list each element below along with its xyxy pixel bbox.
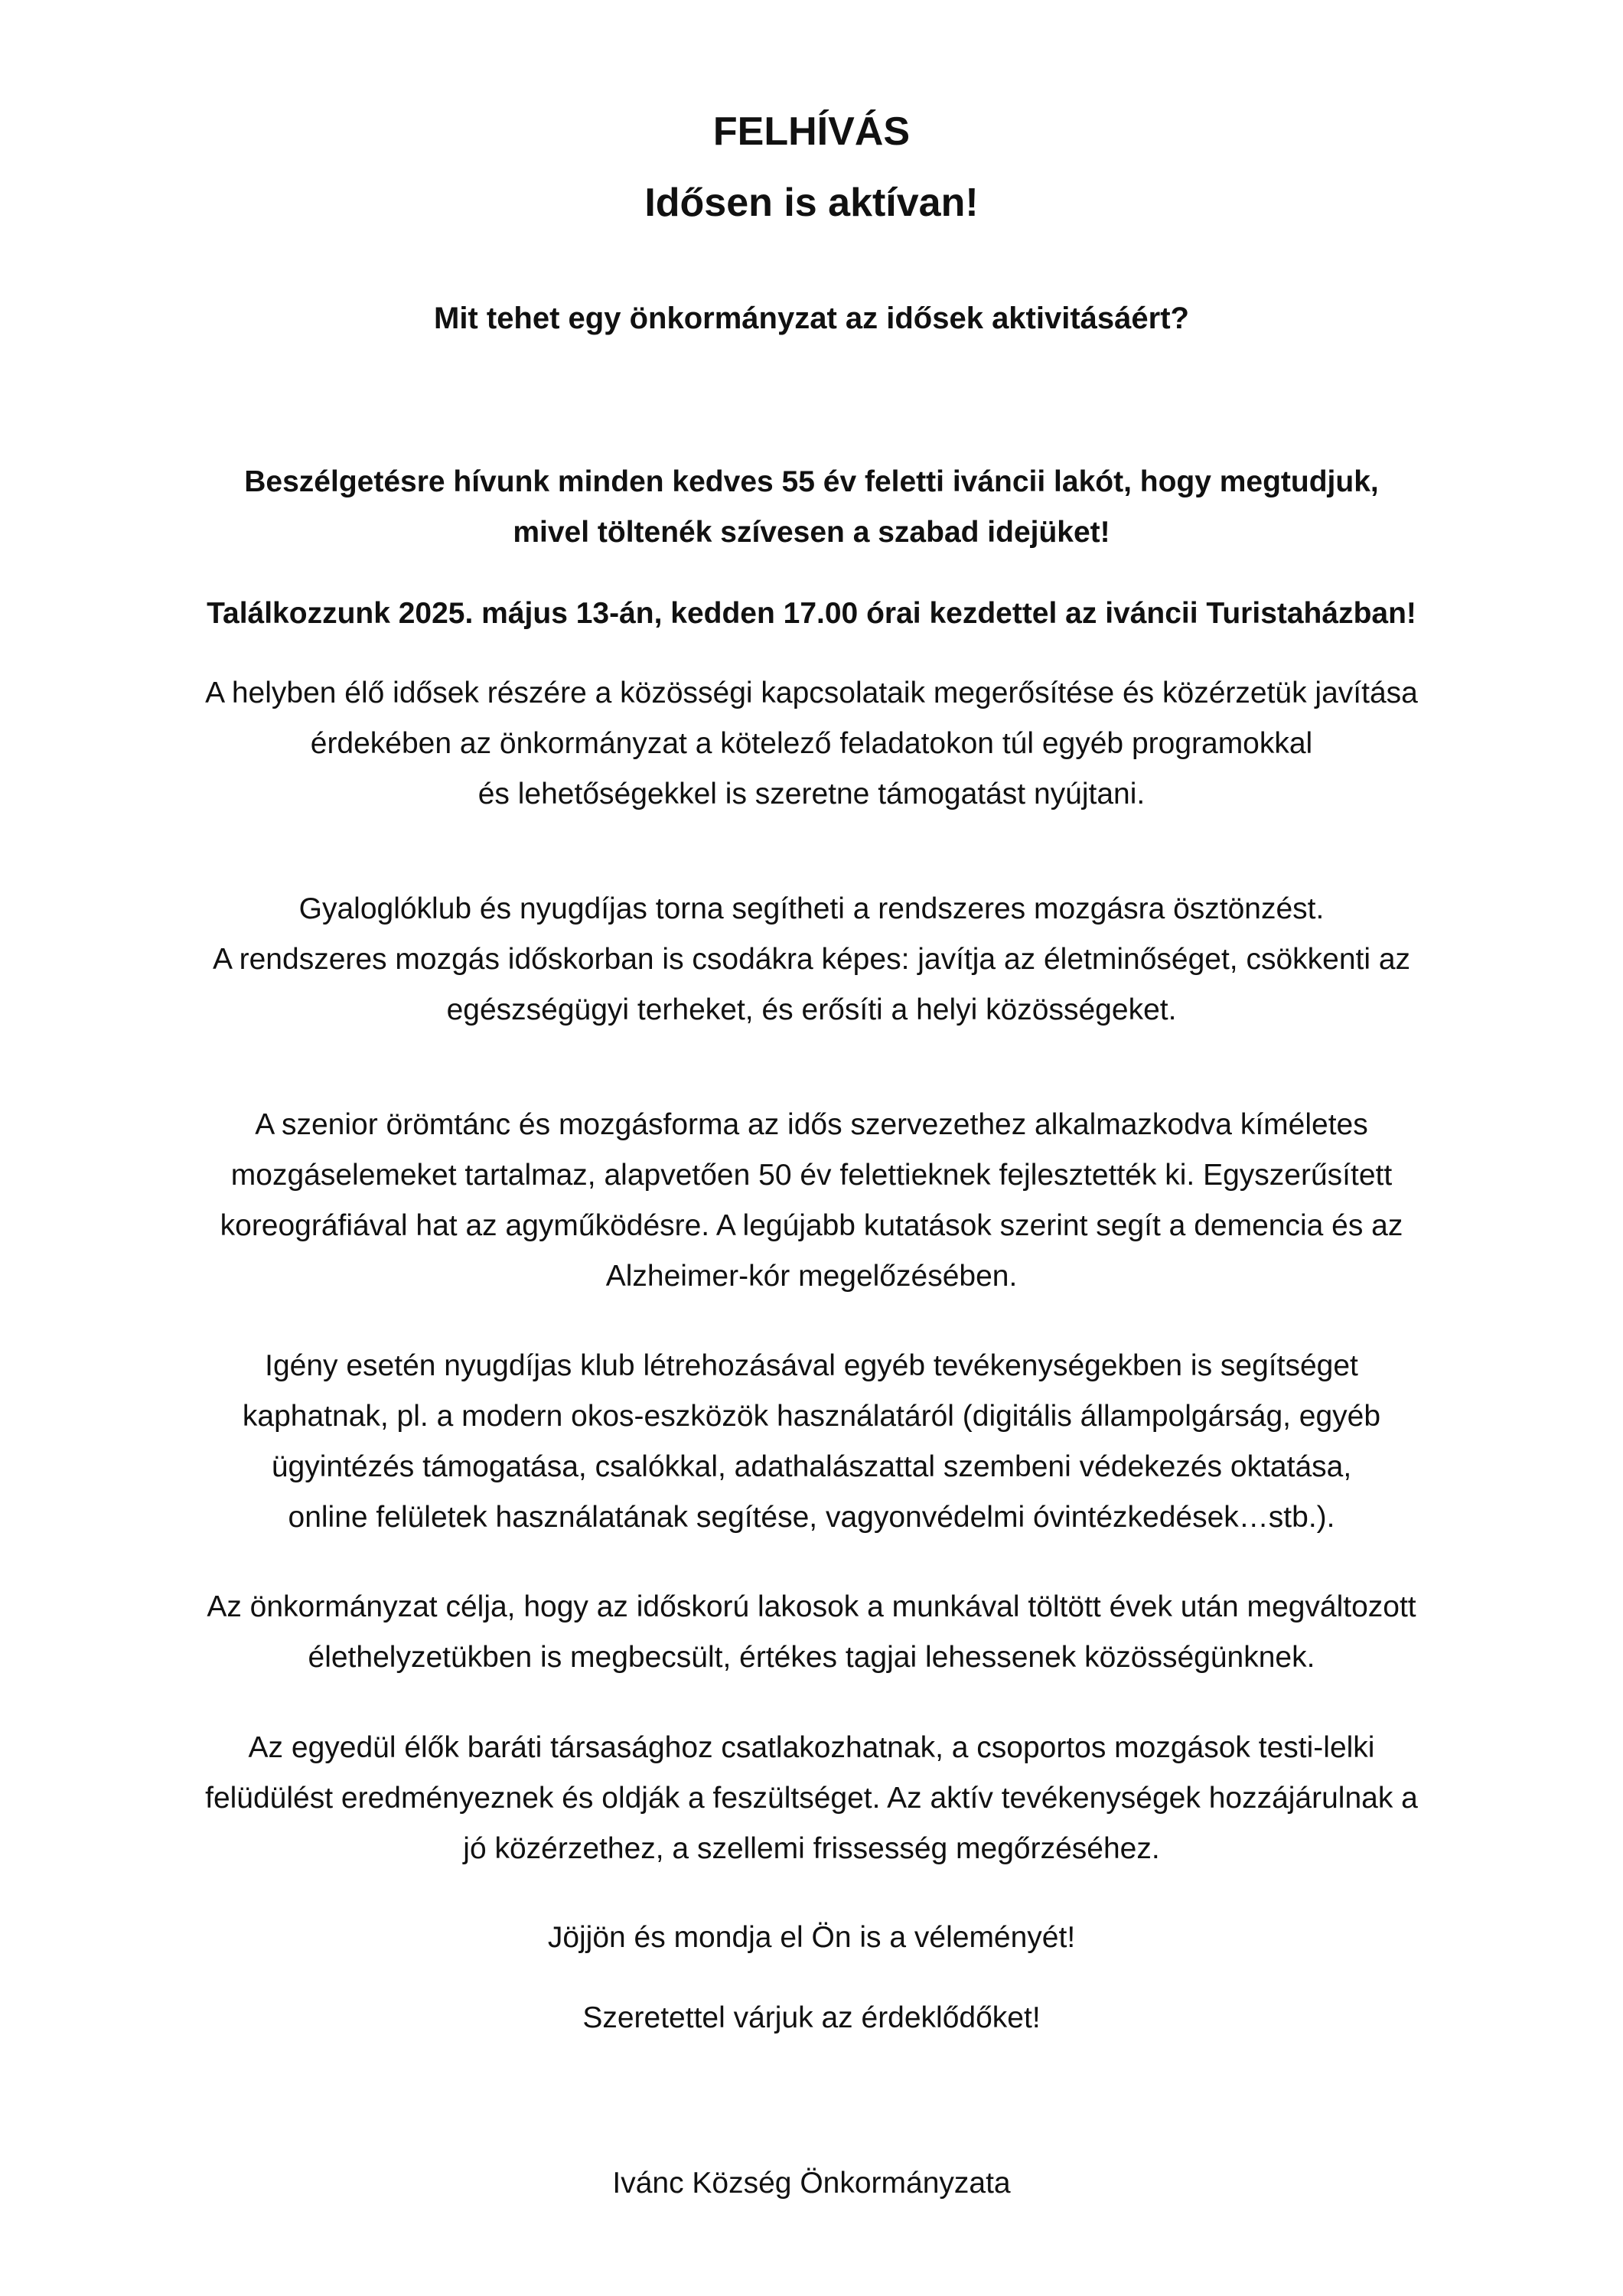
paragraph-4: [92, 1341, 1531, 1543]
p2-line-2: A rendszeres mozgás időskorban is csodákra képes: javítja az életminőséget, csökkenti az: [212, 943, 1411, 976]
question-text: Mit tehet egy önkormányzat az idősek aktivitásáért?: [434, 302, 1189, 335]
p1-line-1: A helyben élő idősek részére a közösségi kapcsolataik megerősítése és közérzetük javítása: [205, 677, 1418, 709]
paragraph-7: [92, 1913, 1531, 1963]
paragraph-6: [92, 1723, 1531, 1874]
p3-line-4: Alzheimer-kór megelőzésében.: [605, 1260, 1018, 1293]
paragraph-5: [92, 1582, 1531, 1683]
p1-line-3: és lehetőségekkel is szeretne támogatást nyújtani.: [477, 778, 1146, 810]
meeting-info: [92, 591, 1531, 637]
p6-line-1: Az egyedül élők baráti társasághoz csatlakozhatnak, a csoportos mozgások testi-lelki: [248, 1731, 1375, 1764]
invite-line-2: mivel töltenék szívesen a szabad idejüket!: [513, 516, 1110, 549]
p4-line-2: kaphatnak, pl. a modern okos-eszközök használatáról (digitális állampolgárság, egyéb: [242, 1400, 1381, 1433]
p1-line-2: érdekében az önkormányzat a kötelező feladatokon túl egyéb programokkal: [310, 727, 1313, 760]
p6-line-3: jó közérzethez, a szellemi frissesség megőrzéséhez.: [463, 1832, 1160, 1865]
signature-text: Ivánc Község Önkormányzata: [612, 2167, 1011, 2200]
paragraph-2: [92, 884, 1531, 1035]
p3-line-3: koreográfiával hat az agyműködésre. A legújabb kutatások szerint segít a demencia és az: [220, 1209, 1403, 1242]
p8-text: Szeretettel várjuk az érdeklődőket!: [582, 2001, 1041, 2034]
title-line-1: FELHÍVÁS: [712, 109, 911, 154]
page-title: [92, 96, 1531, 239]
p2-line-3: egészségügyi terheket, és erősíti a helyi közösségeket.: [446, 993, 1177, 1026]
paragraph-8: [92, 1993, 1531, 2043]
invite-line-1: Beszélgetésre hívunk minden kedves 55 év feletti iváncii lakót, hogy megtudjuk,: [244, 465, 1379, 498]
p5-line-1: Az önkormányzat célja, hogy az időskorú lakosok a munkával töltött évek után megváltozott: [207, 1590, 1416, 1623]
invitation: [92, 457, 1531, 558]
p4-line-4: online felületek használatának segítése, vagyonvédelmi óvintézkedések…stb.).: [288, 1501, 1335, 1534]
paragraph-1: [92, 668, 1531, 820]
subtitle-question: [92, 295, 1531, 341]
signature: [92, 2158, 1531, 2209]
title-line-2: Idősen is aktívan!: [644, 181, 979, 225]
p6-line-2: felüdülést eredményeznek és oldják a feszültséget. Az aktív tevékenységek hozzájárulnak a: [205, 1782, 1418, 1815]
p4-line-3: ügyintézés támogatása, csalókkal, adathalászattal szembeni védekezés oktatása,: [271, 1450, 1352, 1483]
paragraph-3: [92, 1100, 1531, 1302]
meeting-text: Találkozzunk 2025. május 13-án, kedden 17.00 órai kezdettel az iváncii Turistaházban!: [207, 597, 1416, 630]
p5-line-2: élethelyzetükben is megbecsült, értékes tagjai lehessenek közösségünknek.: [308, 1641, 1315, 1674]
p4-line-1: Igény esetén nyugdíjas klub létrehozásával egyéb tevékenységekben is segítséget: [265, 1349, 1358, 1382]
p2-line-1: Gyaloglóklub és nyugdíjas torna segítheti a rendszeres mozgásra ösztönzést.: [298, 892, 1325, 925]
p7-text: Jöjjön és mondja el Ön is a véleményét!: [547, 1921, 1076, 1954]
p3-line-2: mozgáselemeket tartalmaz, alapvetően 50 év felettieknek fejlesztették ki. Egyszerűsített: [230, 1159, 1393, 1192]
p3-line-1: A szenior örömtánc és mozgásforma az idős szervezethez alkalmazkodva kíméletes: [255, 1108, 1368, 1141]
